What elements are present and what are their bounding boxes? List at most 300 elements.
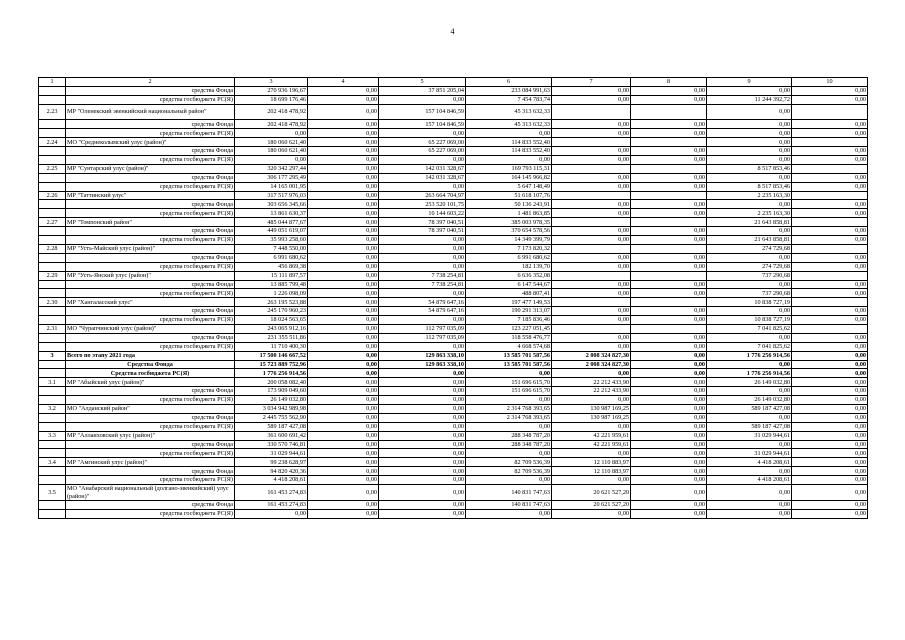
row-number — [39, 236, 66, 245]
amount-cell: 737 290,68 — [707, 289, 792, 298]
row-number — [39, 369, 66, 378]
funding-source-label: средства госбюджета РС(Я) — [66, 449, 235, 458]
amount-cell: 0,00 — [792, 209, 868, 218]
amount-cell: 13 885 799,48 — [235, 280, 308, 289]
funding-source-label: средства госбюджета РС(Я) — [66, 396, 235, 405]
amount-cell: 0,00 — [379, 396, 466, 405]
table-row-entity — [39, 138, 868, 147]
amount-cell: 31 029 944,61 — [707, 449, 792, 458]
row-number — [39, 449, 66, 458]
amount-cell: 0,00 — [379, 431, 466, 440]
amount-cell: 0,00 — [631, 440, 707, 449]
amount-cell: 0,00 — [552, 156, 631, 165]
entity-name: МР "Оленекский эвенкийский национальный район" — [66, 104, 235, 120]
amount-cell: 0,00 — [308, 147, 379, 156]
amount-cell: 0,00 — [552, 449, 631, 458]
entity-name: МР "Томпонский район" — [66, 218, 235, 227]
column-number-cell: 10 — [792, 78, 868, 87]
amount-cell: 151 696 615,70 — [466, 378, 552, 387]
amount-cell — [552, 271, 631, 280]
amount-cell: 0,00 — [308, 182, 379, 191]
amount-cell: 0,00 — [707, 104, 792, 120]
amount-cell: 1 776 256 914,56 — [707, 351, 792, 360]
table-row-source — [39, 289, 868, 298]
funding-source-label: Средства Фонда — [66, 360, 235, 369]
amount-cell: 0,00 — [308, 378, 379, 387]
amount-cell: 0,00 — [792, 307, 868, 316]
amount-cell: 0,00 — [552, 209, 631, 218]
amount-cell: 2 235 163,30 — [707, 191, 792, 200]
amount-cell: 0,00 — [792, 200, 868, 209]
amount-cell: 0,00 — [379, 387, 466, 396]
amount-cell: 0,00 — [308, 342, 379, 351]
entity-name: МР "Абыйский улус (район)" — [66, 378, 235, 387]
amount-cell: 0,00 — [707, 120, 792, 129]
amount-cell: 173 909 049,60 — [235, 387, 308, 396]
row-number — [39, 342, 66, 351]
amount-cell: 0,00 — [308, 200, 379, 209]
amount-cell: 485 044 877,67 — [235, 218, 308, 227]
table-row-entity — [39, 404, 868, 413]
amount-cell: 0,00 — [308, 253, 379, 262]
amount-cell: 0,00 — [792, 510, 868, 519]
amount-cell: 0,00 — [631, 431, 707, 440]
amount-cell: 8 517 853,46 — [707, 164, 792, 173]
amount-cell: 142 031 328,67 — [379, 173, 466, 182]
amount-cell: 0,00 — [792, 467, 868, 476]
amount-cell: 99 238 628,97 — [235, 458, 308, 467]
amount-cell: 0,00 — [552, 316, 631, 325]
funding-source-label: средства Фонда — [66, 307, 235, 316]
amount-cell: 0,00 — [466, 156, 552, 165]
amount-cell: 0,00 — [631, 236, 707, 245]
amount-cell: 0,00 — [792, 484, 868, 500]
table-row-source — [39, 449, 868, 458]
amount-cell: 0,00 — [466, 422, 552, 431]
table-row-entity — [39, 324, 868, 333]
amount-cell: 202 418 478,92 — [235, 120, 308, 129]
table-row-entity — [39, 298, 868, 307]
amount-cell: 37 851 205,04 — [379, 86, 466, 95]
amount-cell: 1 776 256 914,56 — [235, 369, 308, 378]
amount-cell: 7 185 836,46 — [466, 316, 552, 325]
amount-cell: 3 034 942 989,98 — [235, 404, 308, 413]
amount-cell — [792, 191, 868, 200]
amount-cell: 4 418 208,61 — [707, 458, 792, 467]
amount-cell: 0,00 — [379, 262, 466, 271]
amount-cell: 129 863 338,10 — [379, 360, 466, 369]
amount-cell: 54 879 647,16 — [379, 298, 466, 307]
amount-cell: 0,00 — [631, 307, 707, 316]
amount-cell: 51 618 107,76 — [466, 191, 552, 200]
amount-cell: 94 820 420,36 — [235, 467, 308, 476]
amount-cell: 5 647 148,49 — [466, 182, 552, 191]
amount-cell: 0,00 — [379, 413, 466, 422]
amount-cell: 164 145 966,82 — [466, 173, 552, 182]
row-number — [39, 289, 66, 298]
amount-cell: 0,00 — [308, 209, 379, 218]
funding-source-label: средства Фонда — [66, 413, 235, 422]
amount-cell: 0,00 — [631, 476, 707, 485]
row-number — [39, 307, 66, 316]
amount-cell: 140 831 747,63 — [466, 501, 552, 510]
amount-cell: 0,00 — [792, 387, 868, 396]
amount-cell: 78 397 040,51 — [379, 227, 466, 236]
amount-cell: 0,00 — [308, 280, 379, 289]
amount-cell: 0,00 — [308, 360, 379, 369]
amount-cell: 0,00 — [308, 458, 379, 467]
amount-cell: 0,00 — [631, 422, 707, 431]
amount-cell: 317 517 976,03 — [235, 191, 308, 200]
table-row-source — [39, 236, 868, 245]
amount-cell: 233 084 991,63 — [466, 86, 552, 95]
amount-cell: 20 621 527,20 — [552, 484, 631, 500]
amount-cell: 0,00 — [308, 413, 379, 422]
amount-cell: 589 187 427,08 — [235, 422, 308, 431]
amount-cell: 0,00 — [308, 227, 379, 236]
amount-cell: 589 187 427,08 — [707, 404, 792, 413]
table-row-entity — [39, 218, 868, 227]
amount-cell: 0,00 — [308, 298, 379, 307]
row-number — [39, 209, 66, 218]
amount-cell: 0,00 — [466, 510, 552, 519]
funding-source-label: средства госбюджета РС(Я) — [66, 510, 235, 519]
amount-cell: 11 710 400,30 — [235, 342, 308, 351]
amount-cell: 0,00 — [792, 236, 868, 245]
amount-cell: 10 144 603,22 — [379, 209, 466, 218]
amount-cell: 0,00 — [631, 333, 707, 342]
amount-cell: 123 227 051,45 — [466, 324, 552, 333]
amount-cell: 130 987 169,25 — [552, 413, 631, 422]
amount-cell: 6 991 680,62 — [235, 253, 308, 262]
amount-cell: 0,00 — [792, 351, 868, 360]
amount-cell: 21 643 858,81 — [707, 218, 792, 227]
amount-cell: 12 110 883,97 — [552, 458, 631, 467]
table-row-entity — [39, 271, 868, 280]
amount-cell: 263 195 523,88 — [235, 298, 308, 307]
amount-cell: 0,00 — [631, 510, 707, 519]
amount-cell: 0,00 — [792, 501, 868, 510]
table-row-source — [39, 413, 868, 422]
amount-cell: 26 149 032,80 — [707, 396, 792, 405]
amount-cell: 0,00 — [308, 510, 379, 519]
row-number: 2.26 — [39, 191, 66, 200]
funding-source-label: средства Фонда — [66, 280, 235, 289]
amount-cell: 0,00 — [792, 86, 868, 95]
amount-cell: 0,00 — [308, 86, 379, 95]
amount-cell: 0,00 — [631, 449, 707, 458]
funding-source-label: средства госбюджета РС(Я) — [66, 95, 235, 104]
amount-cell: 0,00 — [308, 104, 379, 120]
amount-cell: 0,00 — [707, 467, 792, 476]
amount-cell: 0,00 — [792, 431, 868, 440]
amount-cell: 54 879 647,16 — [379, 307, 466, 316]
table-row-source — [39, 120, 868, 129]
column-number-cell: 4 — [308, 78, 379, 87]
amount-cell: 0,00 — [235, 156, 308, 165]
amount-cell — [631, 271, 707, 280]
funding-source-label: средства госбюджета РС(Я) — [66, 476, 235, 485]
amount-cell: 0,00 — [792, 458, 868, 467]
amount-cell: 0,00 — [552, 147, 631, 156]
amount-cell: 0,00 — [792, 342, 868, 351]
amount-cell: 169 793 115,31 — [466, 164, 552, 173]
amount-cell: 0,00 — [631, 280, 707, 289]
amount-cell: 12 110 883,97 — [552, 467, 631, 476]
entity-name: Всего по этапу 2021 года — [66, 351, 235, 360]
amount-cell: 157 104 846,59 — [379, 120, 466, 129]
amount-cell: 488 807,41 — [466, 289, 552, 298]
amount-cell: 6 636 352,08 — [466, 271, 552, 280]
amount-cell: 0,00 — [707, 156, 792, 165]
amount-cell: 157 104 846,59 — [379, 104, 466, 120]
amount-cell: 130 987 169,25 — [552, 404, 631, 413]
amount-cell: 0,00 — [707, 147, 792, 156]
amount-cell — [552, 164, 631, 173]
amount-cell: 0,00 — [631, 227, 707, 236]
amount-cell: 0,00 — [308, 484, 379, 500]
amount-cell: 0,00 — [308, 120, 379, 129]
amount-cell: 0,00 — [379, 253, 466, 262]
row-number: 2.23 — [39, 104, 66, 120]
amount-cell: 0,00 — [631, 369, 707, 378]
amount-cell: 270 936 196,67 — [235, 86, 308, 95]
amount-cell: 0,00 — [792, 227, 868, 236]
table-row-source — [39, 200, 868, 209]
amount-cell: 0,00 — [707, 440, 792, 449]
amount-cell: 0,00 — [707, 86, 792, 95]
amount-cell: 0,00 — [308, 307, 379, 316]
amount-cell: 0,00 — [552, 173, 631, 182]
table-row-source — [39, 209, 868, 218]
amount-cell: 18 699 176,46 — [235, 95, 308, 104]
funding-source-label: средства Фонда — [66, 86, 235, 95]
table-row-entity — [39, 458, 868, 467]
table-row-source — [39, 173, 868, 182]
amount-cell: 140 831 747,63 — [466, 484, 552, 500]
amount-cell: 0,00 — [792, 316, 868, 325]
amount-cell: 0,00 — [379, 404, 466, 413]
amount-cell: 0,00 — [631, 378, 707, 387]
amount-cell: 288 348 787,20 — [466, 440, 552, 449]
amount-cell: 0,00 — [308, 218, 379, 227]
amount-cell: 0,00 — [552, 289, 631, 298]
amount-cell: 0,00 — [792, 156, 868, 165]
table-row-entity — [39, 191, 868, 200]
funding-source-label: средства госбюджета РС(Я) — [66, 182, 235, 191]
column-number-cell: 5 — [379, 78, 466, 87]
amount-cell: 245 170 960,23 — [235, 307, 308, 316]
amount-cell: 0,00 — [631, 467, 707, 476]
amount-cell: 0,00 — [552, 422, 631, 431]
amount-cell: 0,00 — [308, 244, 379, 253]
amount-cell: 0,00 — [631, 316, 707, 325]
table-row-source — [39, 387, 868, 396]
amount-cell: 303 656 345,66 — [235, 200, 308, 209]
funding-source-label: средства госбюджета РС(Я) — [66, 156, 235, 165]
amount-cell: 274 729,68 — [707, 262, 792, 271]
amount-cell: 10 838 727,19 — [707, 298, 792, 307]
amount-cell: 7 448 550,00 — [235, 244, 308, 253]
column-number-cell: 8 — [631, 78, 707, 87]
amount-cell: 0,00 — [707, 501, 792, 510]
amount-cell: 0,00 — [308, 396, 379, 405]
row-number: 2.24 — [39, 138, 66, 147]
row-number: 2.30 — [39, 298, 66, 307]
amount-cell: 0,00 — [631, 253, 707, 262]
amount-cell: 456 869,38 — [235, 262, 308, 271]
amount-cell: 0,00 — [792, 396, 868, 405]
amount-cell: 82 709 536,39 — [466, 467, 552, 476]
amount-cell — [792, 218, 868, 227]
funding-source-label: средства Фонда — [66, 467, 235, 476]
column-number-cell: 9 — [707, 78, 792, 87]
row-number: 2.29 — [39, 271, 66, 280]
amount-cell: 0,00 — [631, 387, 707, 396]
row-number — [39, 396, 66, 405]
amount-cell: 0,00 — [631, 120, 707, 129]
row-number — [39, 476, 66, 485]
amount-cell: 385 003 978,35 — [466, 218, 552, 227]
amount-cell: 0,00 — [792, 440, 868, 449]
amount-cell: 65 227 069,00 — [379, 147, 466, 156]
amount-cell: 0,00 — [308, 369, 379, 378]
amount-cell: 0,00 — [631, 129, 707, 138]
funding-source-label: средства госбюджета РС(Я) — [66, 262, 235, 271]
amount-cell: 0,00 — [792, 120, 868, 129]
table-row-source — [39, 510, 868, 519]
amount-cell: 0,00 — [379, 342, 466, 351]
amount-cell: 6 991 680,62 — [466, 253, 552, 262]
row-number — [39, 387, 66, 396]
amount-cell: 0,00 — [308, 236, 379, 245]
row-number — [39, 510, 66, 519]
table-row-source — [39, 467, 868, 476]
column-number-cell: 3 — [235, 78, 308, 87]
amount-cell: 0,00 — [552, 476, 631, 485]
amount-cell: 0,00 — [308, 467, 379, 476]
amount-cell: 0,00 — [379, 378, 466, 387]
column-number-cell: 6 — [466, 78, 552, 87]
amount-cell: 2 445 755 562,90 — [235, 413, 308, 422]
amount-cell: 18 024 563,65 — [235, 316, 308, 325]
amount-cell: 0,00 — [792, 413, 868, 422]
amount-cell: 0,00 — [308, 289, 379, 298]
amount-cell: 161 453 274,83 — [235, 501, 308, 510]
amount-cell: 42 221 959,61 — [552, 440, 631, 449]
amount-cell: 0,00 — [552, 227, 631, 236]
amount-cell: 0,00 — [707, 129, 792, 138]
amount-cell: 31 029 944,61 — [707, 431, 792, 440]
amount-cell: 0,00 — [552, 396, 631, 405]
row-number — [39, 182, 66, 191]
amount-cell: 21 643 858,81 — [707, 236, 792, 245]
amount-cell: 0,00 — [707, 253, 792, 262]
funding-source-label: средства госбюджета РС(Я) — [66, 316, 235, 325]
amount-cell: 0,00 — [707, 173, 792, 182]
amount-cell — [552, 324, 631, 333]
column-number-cell: 2 — [66, 78, 235, 87]
amount-cell: 180 060 621,40 — [235, 138, 308, 147]
table-row-entity — [39, 431, 868, 440]
amount-cell: 0,00 — [379, 156, 466, 165]
table-row-source — [39, 440, 868, 449]
amount-cell: 129 863 338,10 — [379, 351, 466, 360]
amount-cell: 0,00 — [792, 404, 868, 413]
amount-cell: 31 029 944,61 — [235, 449, 308, 458]
amount-cell: 0,00 — [552, 342, 631, 351]
amount-cell: 306 177 295,49 — [235, 173, 308, 182]
amount-cell: 0,00 — [308, 501, 379, 510]
page-number: 4 — [450, 27, 455, 36]
amount-cell — [792, 138, 868, 147]
amount-cell: 361 600 691,42 — [235, 431, 308, 440]
amount-cell: 274 729,68 — [707, 244, 792, 253]
amount-cell — [631, 244, 707, 253]
amount-cell: 0,00 — [379, 316, 466, 325]
amount-cell: 15 111 897,57 — [235, 271, 308, 280]
row-number — [39, 422, 66, 431]
amount-cell: 0,00 — [552, 200, 631, 209]
row-number: 3.2 — [39, 404, 66, 413]
amount-cell: 589 187 427,08 — [707, 422, 792, 431]
table-row-source — [39, 316, 868, 325]
table-row-source — [39, 342, 868, 351]
amount-cell: 0,00 — [792, 369, 868, 378]
amount-cell: 0,00 — [308, 138, 379, 147]
amount-cell: 2 235 163,30 — [707, 209, 792, 218]
amount-cell: 45 313 632,33 — [466, 120, 552, 129]
amount-cell: 0,00 — [308, 173, 379, 182]
entity-name: МО "Анабарский национальный (долгано-эвенкийский) улус (район)" — [66, 484, 235, 500]
amount-cell: 65 227 069,00 — [379, 138, 466, 147]
amount-cell: 118 558 476,77 — [466, 333, 552, 342]
amount-cell: 8 517 853,46 — [707, 182, 792, 191]
amount-cell: 0,00 — [792, 378, 868, 387]
amount-cell: 0,00 — [631, 173, 707, 182]
row-number — [39, 467, 66, 476]
row-number — [39, 156, 66, 165]
amount-cell: 0,00 — [379, 501, 466, 510]
table-row-entity — [39, 104, 868, 120]
amount-cell: 0,00 — [308, 156, 379, 165]
amount-cell: 4 668 574,68 — [466, 342, 552, 351]
amount-cell: 0,00 — [631, 289, 707, 298]
row-number — [39, 120, 66, 129]
amount-cell: 0,00 — [631, 95, 707, 104]
amount-cell: 7 041 825,62 — [707, 342, 792, 351]
amount-cell: 0,00 — [552, 510, 631, 519]
amount-cell: 7 041 825,62 — [707, 324, 792, 333]
amount-cell: 0,00 — [792, 147, 868, 156]
amount-cell: 2 008 324 827,30 — [552, 360, 631, 369]
amount-cell — [792, 298, 868, 307]
amount-cell: 161 453 274,83 — [235, 484, 308, 500]
amount-cell: 22 212 433,90 — [552, 378, 631, 387]
amount-cell: 330 570 746,81 — [235, 440, 308, 449]
row-number: 3.3 — [39, 431, 66, 440]
amount-cell: 320 342 297,44 — [235, 164, 308, 173]
amount-cell: 0,00 — [707, 510, 792, 519]
entity-name: МО "Алданский район" — [66, 404, 235, 413]
row-number — [39, 129, 66, 138]
amount-cell: 0,00 — [792, 253, 868, 262]
amount-cell: 0,00 — [379, 440, 466, 449]
entity-name: МР "Усть-Майский улус (район)" — [66, 244, 235, 253]
amount-cell: 0,00 — [466, 476, 552, 485]
row-number: 2.27 — [39, 218, 66, 227]
amount-cell: 2 008 324 827,30 — [552, 351, 631, 360]
